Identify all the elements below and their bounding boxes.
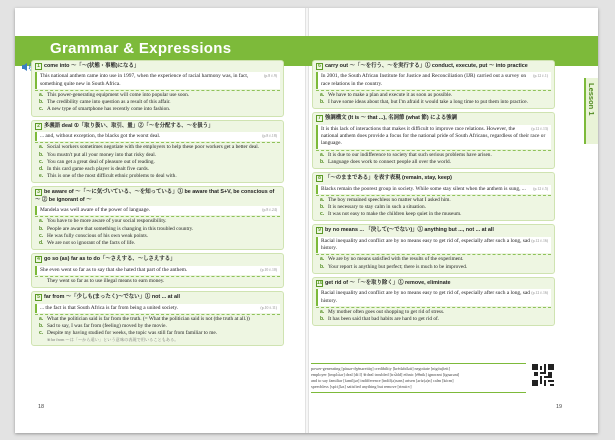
grammar-heading — [316, 227, 551, 234]
heading-text: 「～のままである」を表す表現 (remain, stay, keep) — [325, 175, 452, 182]
left-column — [31, 60, 284, 349]
page-reference: (p.12 ℓ.5) — [533, 186, 548, 191]
item-text: The boy remained speechless no matter what I asked him. — [328, 196, 451, 203]
practice-list — [316, 152, 551, 166]
item-text: You mustn't put all your money into that risky deal. — [47, 151, 156, 158]
item-letter: a. — [320, 196, 325, 203]
example-text: She even went so far as to say that she hated that part of the anthem. — [40, 266, 188, 273]
item-letter: b. — [320, 316, 325, 323]
practice-list — [316, 309, 551, 323]
example-sentence — [316, 289, 551, 306]
point-number: 9 — [316, 227, 323, 234]
dashed-divider — [35, 90, 280, 91]
dashed-divider — [35, 314, 280, 315]
example-sentence — [316, 185, 551, 194]
item-text: It is necessary to stay calm in such a situation. — [328, 204, 426, 211]
item-letter: e. — [39, 173, 44, 180]
grammar-heading — [35, 256, 280, 263]
practice-item — [320, 316, 551, 323]
page-reference: (p.12 ℓ.16) — [531, 238, 548, 243]
grammar-point — [312, 277, 555, 326]
right-column — [312, 60, 555, 329]
practice-item — [39, 315, 280, 323]
grammar-point — [31, 253, 284, 288]
practice-item — [39, 240, 280, 247]
page-reference: (p.12 ℓ.13) — [531, 126, 548, 131]
item-letter: c. — [39, 158, 44, 165]
dashed-divider — [316, 150, 551, 151]
practice-item — [39, 106, 280, 113]
item-letter: a. — [320, 256, 325, 263]
dashed-divider — [35, 142, 280, 143]
page-reference: (p.8 ℓ.24) — [262, 208, 277, 213]
grammar-heading — [316, 280, 551, 287]
item-letter: a. — [320, 92, 325, 98]
item-text: We are not so ignorant of the facts of life. — [47, 240, 136, 247]
item-letter: a. — [39, 315, 44, 322]
item-letter: b. — [320, 204, 325, 211]
practice-item — [320, 151, 551, 159]
heading-text: by no means ... 「決して(～でない)」① anything but ..., not ... at all — [325, 227, 494, 234]
practice-list — [35, 316, 280, 338]
example-sentence — [316, 72, 551, 89]
practice-item — [320, 158, 551, 166]
item-text: I have some ideas about that, but I'm afraid it would take a long time to put them into practice. — [328, 99, 528, 106]
grammar-heading — [35, 189, 280, 204]
practice-item — [39, 330, 280, 337]
item-letter: b. — [39, 225, 44, 232]
item-letter: a. — [320, 151, 325, 158]
glossary-line: employer [implɔ́iər] deal [díːl] ※deal troubled [trʌ́bld] ethnic [éθnik] ignorant [ígnərənt] — [311, 372, 460, 377]
page-reference: (p.8 ℓ.18) — [262, 134, 277, 139]
item-text: It was not easy to make the children keep quiet in the museum. — [328, 211, 462, 218]
glossary-box — [311, 363, 526, 393]
item-letter: a. — [39, 92, 44, 98]
example-text: Racial inequality and conflict are by no means easy to get rid of, especially after such a long, sad history. — [321, 237, 530, 252]
page-reference: (p.12 ℓ.1) — [533, 74, 548, 79]
example-sentence — [35, 304, 280, 313]
grammar-point — [31, 291, 284, 346]
grammar-heading — [35, 63, 280, 70]
item-letter: c. — [39, 106, 44, 113]
heading-text: far from ～「少しも(まったく)～でない」① not ... at all — [44, 294, 180, 301]
practice-item — [39, 144, 280, 151]
page-reference: (p.8 ℓ.9) — [264, 74, 277, 79]
example-sentence — [35, 72, 280, 89]
item-letter: b. — [39, 151, 44, 158]
spine-divider — [305, 8, 309, 433]
item-text: We have to make a plan and execute it as soon as possible. — [328, 92, 453, 98]
grammar-point — [312, 60, 555, 109]
item-text: Your report is anything but perfect; there is much to be improved. — [328, 263, 468, 270]
item-letter: b. — [39, 99, 44, 106]
point-number: 8 — [316, 175, 323, 182]
practice-item — [320, 99, 551, 106]
item-letter: c. — [39, 330, 44, 337]
page-reference: (p.10 ℓ.11) — [260, 305, 277, 310]
dashed-divider — [316, 307, 551, 308]
point-number: 10 — [317, 279, 323, 286]
grammar-point — [31, 60, 284, 117]
item-letter: d. — [39, 240, 44, 247]
example-text: In 2001, the South African Institute for Justice and Reconciliation (IJR) carried out a survey on race relations in the country. — [321, 73, 527, 87]
grammar-heading — [316, 63, 551, 70]
item-letter: b. — [320, 158, 325, 165]
example-text: ... the fact is that South Africa is far from being a united society. — [40, 304, 179, 311]
item-text: Despite my having studied for weeks, the topic was still far from familiar to me. — [47, 330, 218, 337]
practice-item — [320, 211, 551, 218]
grammar-point — [312, 172, 555, 221]
practice-item — [320, 308, 551, 316]
practice-item — [47, 278, 280, 285]
item-text: It has been said that bad habits are hard to get rid of. — [328, 316, 440, 323]
heading-text: be aware of ～「～に気づいている、～を知っている」① be aware that S+V, be conscious of ～ ② be ignorant of ～ — [35, 189, 275, 203]
point-number: 3 — [35, 189, 42, 196]
point-number: 4 — [35, 256, 42, 263]
lesson-tab-label: Lesson 1 — [587, 83, 596, 116]
item-letter: d. — [39, 165, 44, 172]
page-number-right: 19 — [556, 404, 563, 410]
practice-list — [35, 92, 280, 114]
item-text: This is one of the most difficult ethnic problems to deal with. — [47, 173, 177, 180]
heading-text: 強調構文 (It is ～ that ...), 名詞節 (what 節) による強調 — [325, 115, 458, 122]
item-letter: b. — [320, 99, 325, 106]
practice-item — [39, 158, 280, 166]
lesson-tab[interactable] — [584, 78, 598, 144]
page-number-left: 18 — [38, 404, 45, 410]
example-text: Blacks remain the poorest group in society. While some stay silent when the anthem is sung, ... — [321, 185, 526, 192]
heading-text: go so (as) far as to do「～さえする、～しさえする」 — [44, 256, 176, 263]
qr-code-icon[interactable] — [532, 364, 554, 386]
glossary-line: power-generating [pàuər-dʒénəreitiŋ] credibility [krèdəbíləti] negotiate [nigóuʃieit] — [311, 366, 450, 371]
practice-item — [320, 196, 551, 204]
item-text: A new type of smartphone has recently come into fashion. — [47, 106, 171, 113]
heading-text: get rid of ～「～を取り除く」① remove, eliminate — [325, 279, 451, 286]
practice-item — [320, 263, 551, 271]
point-number: 2 — [35, 123, 42, 130]
grammar-point — [31, 186, 284, 250]
item-letter: c. — [39, 232, 44, 239]
item-text: You can get a great deal of pleasure out of reading. — [47, 158, 155, 165]
grammar-heading — [35, 123, 280, 130]
example-text: This national anthem came into use in 1997, when the experience of racial harmony was, in fact, something quite new in South Africa. — [40, 73, 249, 87]
practice-item — [39, 151, 280, 159]
item-text: Social workers sometimes negotiate with the employers to help these poor workers get a better deal. — [47, 144, 260, 151]
point-number: 6 — [316, 63, 323, 70]
practice-item — [39, 173, 280, 180]
item-text: What the politician said is far from the truth. (= What the politician said is not (the truth at all.)) — [47, 315, 250, 322]
practice-item — [39, 225, 280, 233]
point-number: 1 — [35, 63, 42, 70]
heading-text: come into ～「～(状態・事態)になる」 — [44, 63, 140, 69]
example-sentence — [316, 125, 551, 149]
point-number: 7 — [316, 115, 323, 122]
practice-list — [316, 197, 551, 219]
grammar-heading — [316, 175, 551, 182]
heading-text: carry out ～「～を行う、～を実行する」① conduct, execute, put ～ into practice — [325, 63, 528, 69]
item-text: Sad to say, I was far from (feeling) moved by the movie. — [47, 323, 167, 330]
item-letter: a. — [39, 144, 44, 151]
item-letter: b. — [320, 263, 325, 270]
dashed-divider — [316, 195, 551, 196]
example-sentence — [35, 266, 280, 275]
item-text: Language does work to connect people all over the world. — [328, 158, 451, 165]
grammar-point — [31, 120, 284, 184]
example-text: It is this lack of interactions that makes it difficult to improve race relations. However, the national anthem does provide a focus for the national pride of South Africans, regardless of their race or language. — [321, 125, 546, 147]
example-text: ... and, without exception, the blacks got the worst deal. — [40, 133, 161, 140]
practice-item — [39, 232, 280, 240]
grammar-point — [312, 224, 555, 273]
item-text: My mother often goes out shopping to get rid of stress. — [328, 308, 445, 315]
item-text: You have to be more aware of your social responsibility. — [47, 218, 167, 225]
item-text: It is due to our indifference to society that such serious problems have arisen. — [328, 151, 492, 158]
item-text: In this card game each player is dealt five cards. — [47, 165, 150, 172]
practice-list — [35, 278, 280, 285]
example-sentence — [35, 132, 280, 141]
example-text: Racial inequality and conflict are by no means easy to get rid of, especially after such a long, sad history. — [321, 290, 530, 304]
item-text: The credibility came into question as a result of this affair. — [47, 99, 171, 106]
glossary-line: speechless [spíːtʃləs] satisfied anything but remove [rimúːv] — [311, 384, 412, 389]
item-letter: b. — [39, 323, 44, 330]
page-reference: (p.12 ℓ.16) — [531, 291, 548, 296]
item-text: People are aware that something is changing in this troubled country. — [47, 225, 194, 232]
grammar-heading — [35, 294, 280, 301]
practice-list — [35, 218, 280, 247]
practice-item — [320, 256, 551, 263]
item-text: He was fully conscious of his own weak points. — [47, 232, 149, 239]
example-sentence — [316, 237, 551, 254]
footnote: ※far from ～は「～から遠い」という意味の表現で用いることもある。 — [47, 337, 179, 343]
section-title: Grammar & Expressions — [50, 40, 232, 57]
practice-list — [316, 92, 551, 106]
item-letter: a. — [39, 218, 44, 225]
practice-list — [316, 256, 551, 270]
dashed-divider — [316, 90, 551, 91]
item-text: We are by no means satisfied with the results of the experiment. — [328, 256, 464, 263]
example-sentence — [35, 206, 280, 215]
glossary-line: and to say familiar [fəmíljər] indifference [indíf(ə)rəns] arisen [əríz(ə)n] calm [kάːm] — [311, 378, 454, 383]
item-text: They went so far as to use illegal means to earn money. — [47, 277, 165, 284]
practice-list — [35, 144, 280, 180]
item-text: This power-generating equipment will come into popular use soon. — [47, 92, 190, 98]
practice-item — [320, 204, 551, 211]
grammar-point — [312, 112, 555, 169]
item-letter: a. — [320, 308, 325, 315]
example-text: Mandela was well aware of the power of language. — [40, 207, 151, 214]
grammar-heading — [316, 115, 551, 122]
item-letter: c. — [320, 211, 325, 218]
dashed-divider — [35, 276, 280, 277]
point-number: 5 — [35, 294, 42, 301]
heading-text: 多義語 deal ①「取り扱い、取引、量」②「～を分配する、～を扱う」 — [44, 122, 214, 129]
practice-item — [39, 218, 280, 225]
page-reference: (p.10 ℓ.10) — [260, 267, 277, 272]
